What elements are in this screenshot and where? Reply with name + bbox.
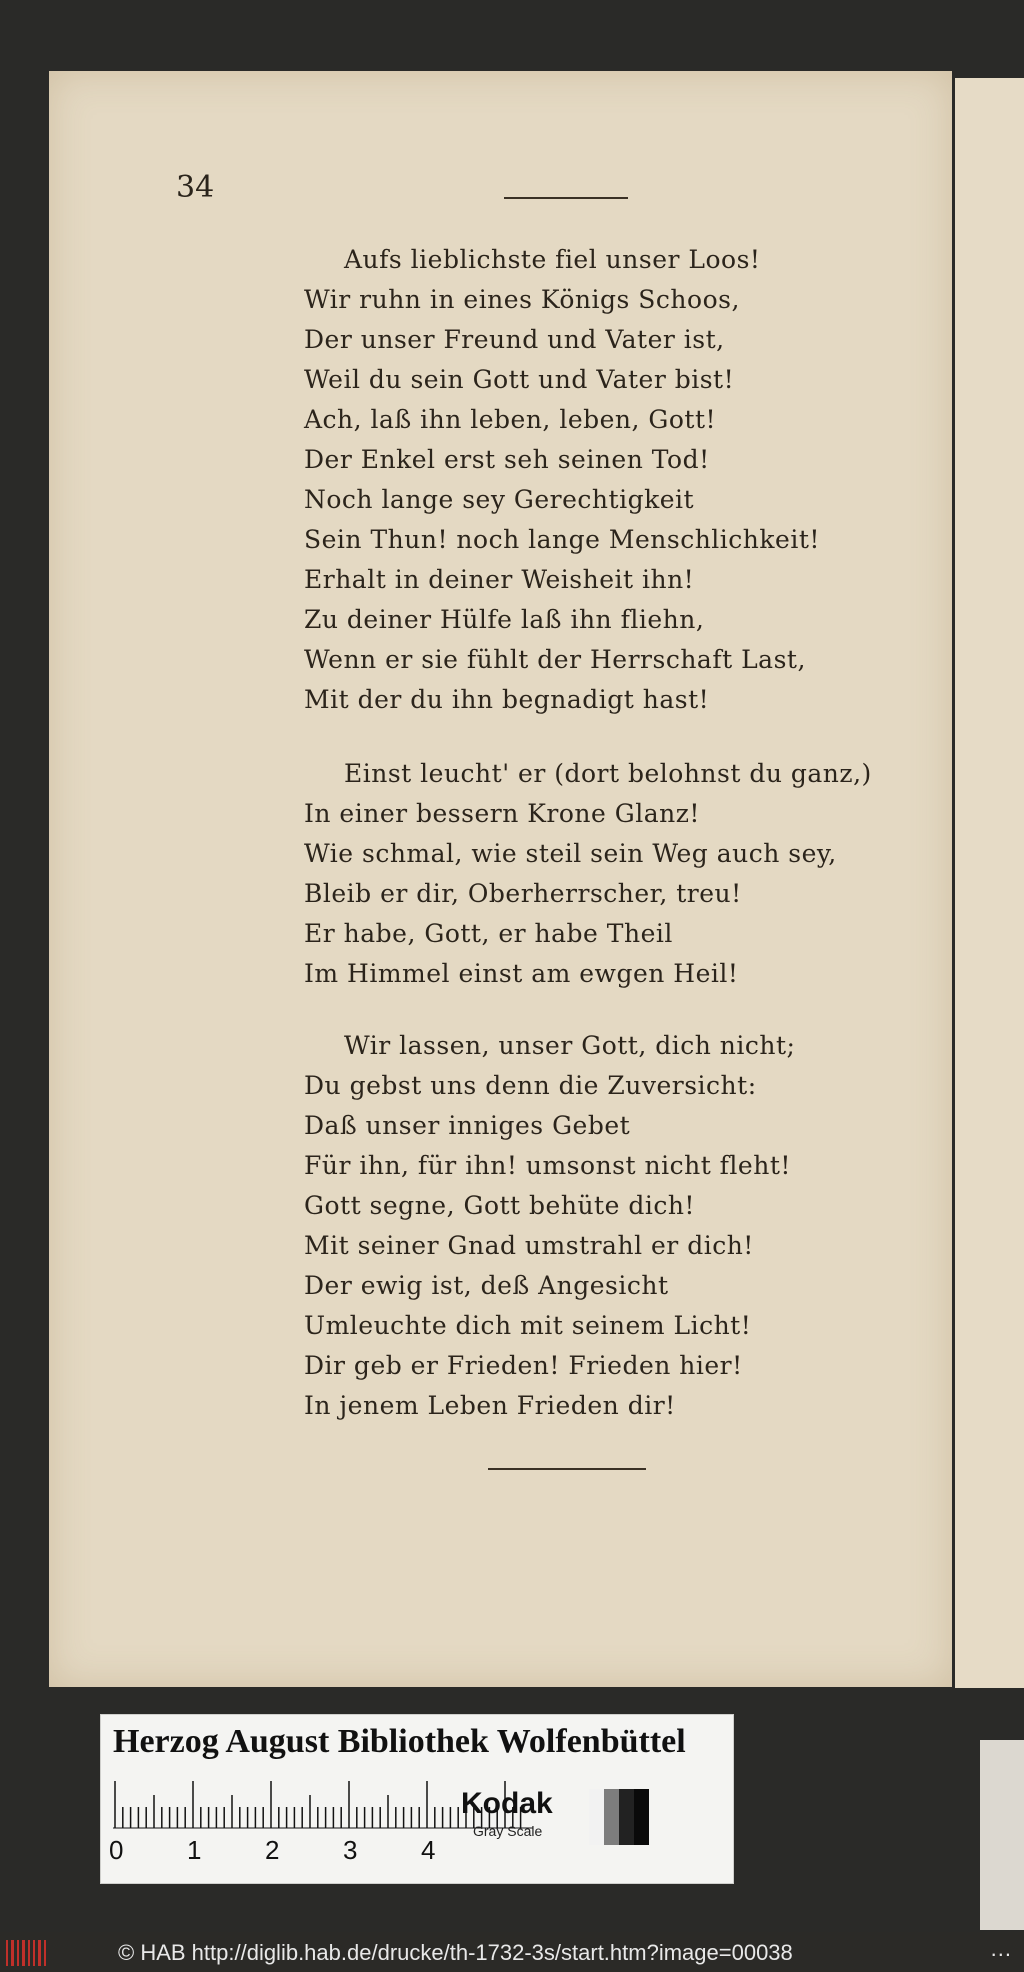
poem-line: Wir lassen, unser Gott, dich nicht; bbox=[344, 1031, 796, 1060]
scale-digits bbox=[109, 1835, 529, 1869]
poem-line: Er habe, Gott, er habe Theil bbox=[304, 919, 673, 948]
library-title: Herzog August Bibliothek Wolfenbüttel bbox=[113, 1723, 686, 1760]
poem-line: Dir geb er Frieden! Frieden hier! bbox=[304, 1351, 743, 1380]
poem-line: Aufs lieblichste fiel unser Loos! bbox=[344, 245, 761, 274]
source-credit-link[interactable]: © HAB http://diglib.hab.de/drucke/th-1732-3s/start.htm?image=00038 bbox=[118, 1940, 793, 1965]
poem-line: Der unser Freund und Vater ist, bbox=[304, 325, 725, 354]
page-number: 34 bbox=[176, 170, 215, 205]
adjacent-page-edge bbox=[955, 78, 1024, 1688]
poem-line: Bleib er dir, Oberherrscher, treu! bbox=[304, 879, 742, 908]
gray-scale-patches bbox=[589, 1789, 649, 1845]
poem-line: Mit der du ihn begnadigt hast! bbox=[304, 685, 710, 714]
color-target-card bbox=[100, 1714, 734, 1884]
scale-digit: 3 bbox=[343, 1835, 358, 1865]
poem-line: Weil du sein Gott und Vater bist! bbox=[304, 365, 735, 394]
stanza-3 bbox=[304, 1026, 864, 1426]
adjacent-page-lower bbox=[980, 1740, 1024, 1930]
scale-digit: 2 bbox=[265, 1835, 280, 1865]
poem-line: Erhalt in deiner Weisheit ihn! bbox=[304, 565, 695, 594]
poem-line: Umleuchte dich mit seinem Licht! bbox=[304, 1311, 752, 1340]
stanza-2 bbox=[304, 754, 872, 994]
poem-line: Ach, laß ihn leben, leben, Gott! bbox=[304, 405, 717, 434]
more-options-icon[interactable]: ... bbox=[990, 1936, 1012, 1961]
poem-line: Für ihn, für ihn! umsonst nicht fleht! bbox=[304, 1151, 791, 1180]
poem-line: Wenn er sie fühlt der Herrschaft Last, bbox=[304, 645, 806, 674]
poem-line: Wir ruhn in eines Königs Schoos, bbox=[304, 285, 740, 314]
end-rule bbox=[488, 1468, 646, 1470]
poem-line: Daß unser inniges Gebet bbox=[304, 1111, 631, 1140]
poem-line: In jenem Leben Frieden dir! bbox=[304, 1391, 676, 1420]
poem-line: Einst leucht' er (dort belohnst du ganz,) bbox=[344, 759, 872, 788]
poem-line: Wie schmal, wie steil sein Weg auch sey, bbox=[304, 839, 837, 868]
poem-line: Du gebst uns denn die Zuversicht: bbox=[304, 1071, 757, 1100]
grayscale-label: Gray Scale bbox=[473, 1823, 543, 1839]
scale-digit: 1 bbox=[187, 1835, 202, 1865]
poem-line: Zu deiner Hülfe laß ihn fliehn, bbox=[304, 605, 705, 634]
hab-logo-icon bbox=[6, 1940, 46, 1966]
poem-line: In einer bessern Krone Glanz! bbox=[304, 799, 700, 828]
scale-digit: 0 bbox=[109, 1835, 124, 1865]
scale-digit: 4 bbox=[421, 1835, 436, 1865]
poem-line: Der ewig ist, deß Angesicht bbox=[304, 1271, 669, 1300]
stanza-1 bbox=[304, 240, 864, 720]
poem-line: Noch lange sey Gerechtigkeit bbox=[304, 485, 695, 514]
poem-line: Gott segne, Gott behüte dich! bbox=[304, 1191, 695, 1220]
header-rule bbox=[504, 197, 628, 199]
poem-line: Im Himmel einst am ewgen Heil! bbox=[304, 959, 739, 988]
kodak-logo: Kodak bbox=[461, 1787, 553, 1820]
poem-line: Mit seiner Gnad umstrahl er dich! bbox=[304, 1231, 754, 1260]
poem-line: Sein Thun! noch lange Menschlichkeit! bbox=[304, 525, 820, 554]
viewer-footer bbox=[0, 1932, 1024, 1972]
poem-line: Der Enkel erst seh seinen Tod! bbox=[304, 445, 710, 474]
poem-text bbox=[304, 240, 872, 1426]
